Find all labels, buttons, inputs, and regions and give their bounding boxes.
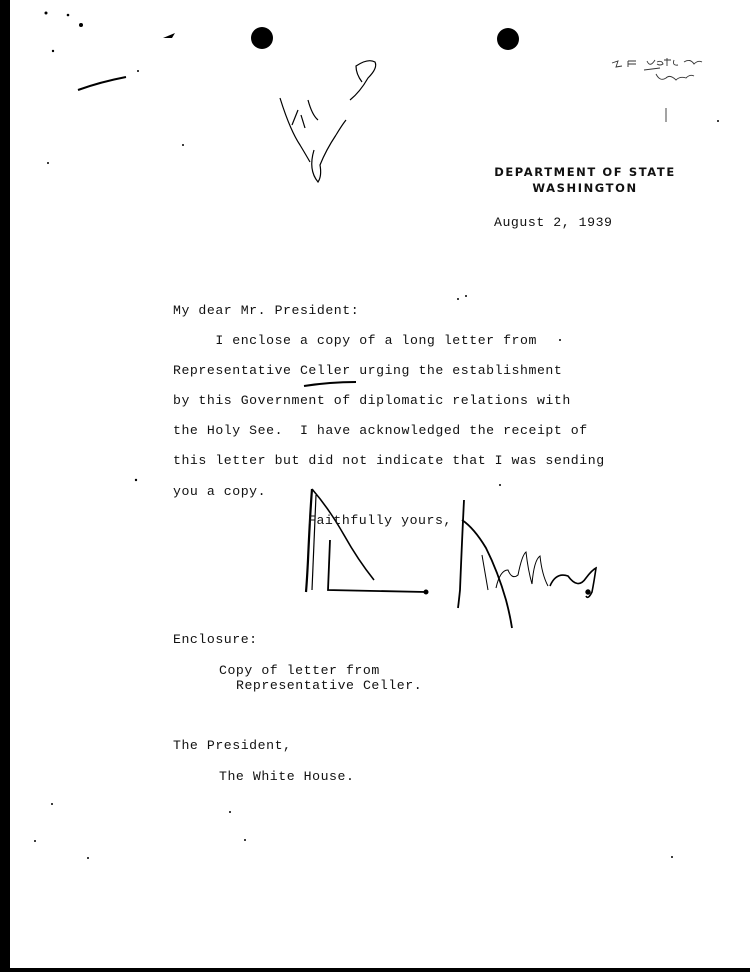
addressee-address: The White House. [219,769,355,784]
signature [306,489,596,628]
body-line: the Holy See. I have acknowledged the receipt of [173,423,588,438]
scan-left-border [0,0,10,972]
letterhead [480,164,690,196]
letter-date: August 2, 1939 [494,215,613,230]
punch-hole-right [497,28,519,50]
enclosure-line: Representative Celler. [236,678,423,693]
scan-bottom-border [0,968,750,972]
body-line: by this Government of diplomatic relations with [173,393,571,408]
celler-underline [304,382,356,386]
enclosure-line: Copy of letter from [219,663,380,678]
handwritten-file-note [280,61,376,182]
handwritten-file-reference [612,58,702,122]
addressee-name: The President, [173,738,292,753]
body-line: I enclose a copy of a long letter from [173,333,537,348]
salutation: My dear Mr. President: [173,303,360,318]
punch-hole-left [251,27,273,49]
enclosure-label: Enclosure: [173,632,258,647]
body-line: you a copy. [173,484,267,499]
letterhead-city: WASHINGTON [532,181,638,195]
complimentary-closing: Faithfully yours, [308,513,452,528]
body-line: Representative Celler urging the establishment [173,363,563,378]
body-line: this letter but did not indicate that I was sending [173,453,605,468]
letterhead-department: DEPARTMENT OF STATE [494,165,676,179]
